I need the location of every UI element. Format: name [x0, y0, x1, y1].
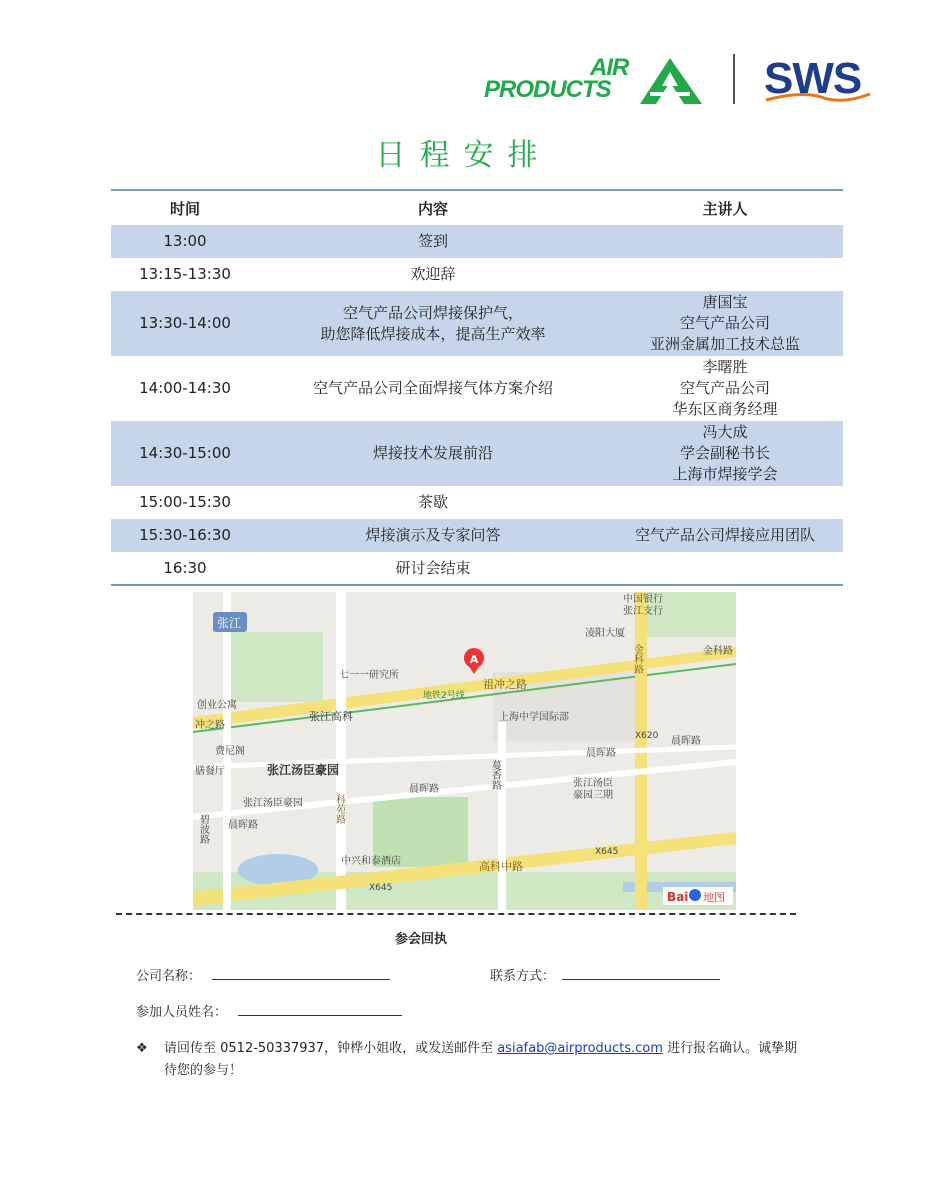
logo-products-text: PRODUCTS: [484, 76, 611, 103]
schedule-content-line: 签到: [417, 232, 448, 250]
schedule-speaker-line: 空气产品公司焊接应用团队: [634, 526, 815, 544]
map-label-jinke-station: 金科路: [703, 646, 733, 657]
schedule-content: [259, 519, 607, 552]
map-label-zuchongzhi: 祖冲之路: [483, 678, 527, 691]
schedule-row: [111, 356, 843, 421]
schedule-content: [259, 552, 607, 585]
schedule-time: 15:30-16:30: [111, 519, 259, 552]
baidu-map-text: 地图: [703, 891, 725, 904]
map-label-phase3-a: 张江汤臣: [573, 778, 613, 789]
map-label-chenhui-4: 晨晖路: [228, 820, 258, 831]
email-link[interactable]: asiafab@airproducts.com: [497, 1041, 663, 1056]
map-label-chenhui-2: 晨晖路: [671, 736, 701, 747]
location-map[interactable]: [193, 592, 736, 910]
cut-line: [116, 913, 796, 915]
sws-swoosh-icon: [764, 90, 874, 104]
map-label-chenhui-3: 晨晖路: [409, 784, 439, 795]
schedule-speaker: [607, 519, 843, 552]
schedule-header-row: [111, 190, 843, 225]
schedule-content: [259, 258, 607, 291]
diamond-bullet-icon: ❖: [136, 1041, 148, 1056]
map-label-zhongxing: 中兴和泰酒店: [341, 856, 401, 867]
map-label-lingyang: 凌阳大厦: [585, 628, 625, 639]
schedule-row: [111, 291, 843, 356]
map-label-gaoke-mid: 高科中路: [479, 860, 523, 873]
map-label-x645-a: X645: [595, 847, 619, 857]
schedule-time: 14:00-14:30: [139, 379, 231, 397]
air-products-mark-icon: [640, 56, 704, 106]
schedule-content: [259, 356, 607, 421]
schedule-content-line: 欢迎辞: [410, 265, 456, 283]
schedule-speaker-line: 李曙胜: [702, 358, 748, 376]
schedule-time: 14:30-15:00: [111, 421, 259, 486]
schedule-row: [111, 421, 843, 486]
header-logos: [480, 52, 880, 112]
map-label-line2: 地铁2号线: [423, 691, 465, 701]
schedule-row: [111, 258, 843, 291]
map-label-jinke-rd: 金科路: [631, 644, 643, 674]
logo-divider: [733, 54, 735, 104]
header-speaker: 主讲人: [702, 199, 748, 218]
schedule-speaker-line: 亚洲金属加工技术总监: [649, 335, 800, 353]
contact-label: 联系方式：: [490, 969, 556, 984]
attendee-field[interactable]: [238, 1015, 402, 1016]
schedule-time: 13:15-13:30: [139, 265, 231, 283]
schedule-content: [259, 225, 607, 258]
schedule-speaker: [607, 291, 843, 356]
map-label-x620: X620: [635, 731, 659, 741]
header-time: 时间: [169, 199, 200, 218]
schedule-content-line: 空气产品公司全面焊接气体方案介绍: [312, 379, 553, 397]
schedule-speaker-line: 空气产品公司: [679, 379, 770, 397]
schedule-speaker-line: 冯大成: [702, 423, 748, 441]
schedule-content-line: 空气产品公司焊接保护气，: [342, 303, 523, 322]
schedule-content-line: 焊接技术发展前沿: [372, 444, 493, 462]
schedule-speaker: [607, 356, 843, 421]
schedule-body: [111, 225, 843, 585]
header-content: 内容: [417, 199, 448, 218]
company-label: 公司名称：: [136, 969, 202, 984]
map-label-chenhui-1: 晨晖路: [586, 748, 616, 759]
schedule-time: 15:00-15:30: [139, 493, 231, 511]
schedule-time: 13:00: [111, 225, 259, 258]
map-label-bibo: 碧波路: [197, 814, 209, 844]
attendee-label: 参加人员姓名：: [136, 1005, 228, 1020]
schedule-content: [259, 486, 607, 519]
map-label-yunxiang: 蔓香路: [489, 760, 501, 790]
contact-field[interactable]: [562, 979, 720, 980]
map-label-tangchen-small: 张江汤臣豪园: [243, 798, 303, 809]
schedule-speaker: [607, 225, 843, 258]
schedule-speaker: [607, 552, 843, 585]
schedule-content-line: 研讨会结束: [395, 558, 471, 577]
map-label-keyuan: 科苑路: [333, 794, 345, 824]
schedule-content-line: 茶歇: [417, 493, 448, 511]
map-label-tangchen: 张江汤臣豪园: [267, 763, 340, 777]
note-before: 请回传至 0512-50337937，钟桦小姐收，或发送邮件至: [164, 1041, 498, 1056]
schedule-speaker-line: 唐国宝: [702, 293, 748, 311]
rsvp-note-text: [164, 1038, 804, 1082]
map-label-school: 上海中学国际部: [499, 712, 569, 723]
schedule-content-line: 焊接演示及专家问答: [365, 526, 501, 544]
schedule-speaker: [607, 421, 843, 486]
schedule-content: [259, 421, 607, 486]
schedule-row: [111, 552, 843, 585]
baidu-logo-text: Bai: [667, 890, 689, 904]
page-title: 日程安排: [375, 138, 552, 173]
sws-logo-text: SWS: [764, 54, 862, 103]
company-field[interactable]: [212, 979, 390, 980]
map-label-restaurant: 膳餐厅: [195, 766, 225, 777]
map-label-zhangjiang: 张江: [217, 616, 242, 630]
schedule-row: [111, 225, 843, 258]
schedule-row: [111, 486, 843, 519]
rsvp-title: 参会回执: [395, 932, 448, 947]
schedule-speaker-line: 上海市焊接学会: [672, 465, 778, 483]
schedule-speaker-line: 空气产品公司: [679, 314, 770, 332]
map-canvas: [193, 592, 736, 910]
map-label-bank-branch: 张江支行: [623, 606, 663, 617]
schedule-time: 13:30-14:00: [111, 291, 259, 356]
map-label-x645-b: X645: [369, 883, 393, 893]
schedule-speaker-line: 学会副秘书长: [679, 444, 770, 462]
map-label-bank: 中国银行: [623, 594, 663, 605]
schedule-content-line: 助您降低焊接成本，提高生产效率: [320, 324, 546, 343]
schedule-content: [259, 291, 607, 356]
schedule-speaker-line: 华东区商务经理: [672, 400, 778, 418]
map-marker-label: A: [469, 653, 479, 666]
note-after: 进行报名确认。诚挚期待您的参与！: [164, 1041, 798, 1078]
schedule-table: [111, 189, 843, 586]
schedule-time: 16:30: [163, 558, 207, 577]
map-label-chong-rd: 冲之路: [195, 720, 225, 731]
logo-air-text: AIR: [590, 54, 629, 81]
baidu-paw-icon: [689, 889, 701, 901]
schedule-speaker: [607, 258, 843, 291]
schedule-row: [111, 519, 843, 552]
map-label-phase3-b: 豪园三期: [573, 790, 613, 801]
schedule-speaker: [607, 486, 843, 519]
map-label-gaoke-station: 张江高科: [309, 710, 353, 723]
map-label-feiyouge: 费尼阁: [215, 746, 245, 757]
map-label-institute: 七一一研究所: [339, 670, 399, 681]
map-label-chuangye: 创业公寓: [197, 700, 237, 711]
